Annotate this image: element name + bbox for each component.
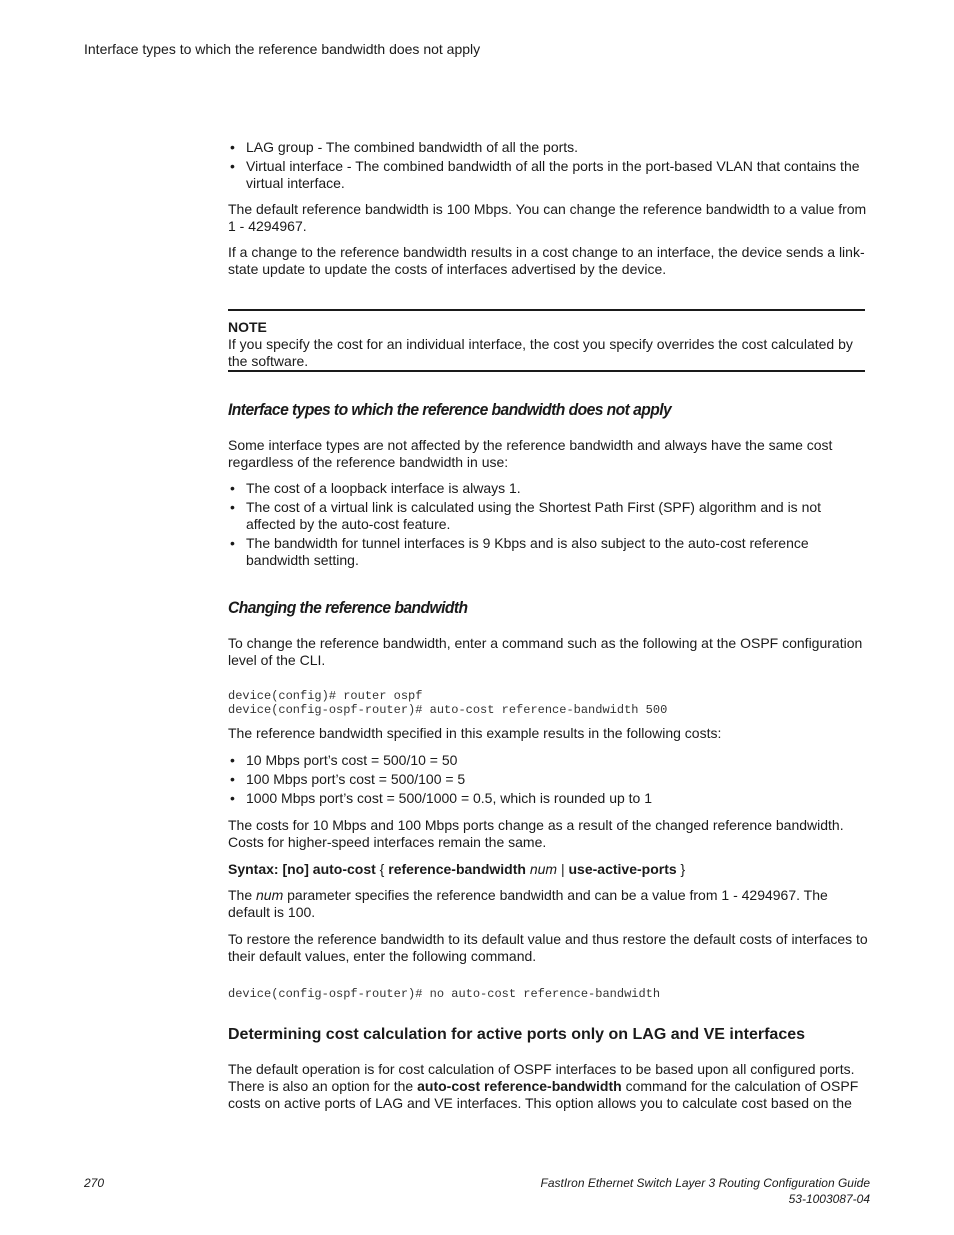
text-run: The: [228, 887, 257, 903]
list-item: • LAG group - The combined bandwidth of all the ports.: [228, 139, 868, 156]
section-heading-active-ports: Determining cost calculation for active ports only on LAG and VE interfaces: [228, 1026, 806, 1043]
paragraph-costs-change: The costs for 10 Mbps and 100 Mbps ports change as a result of the changed reference bandwidth. Costs for higher-speed interfaces remain the same.: [228, 817, 844, 850]
intro-bullet-list: [228, 139, 868, 192]
paragraph-result-intro: The reference bandwidth specified in this example results in the following costs:: [228, 725, 722, 741]
command-name: auto-cost reference-bandwidth: [417, 1078, 622, 1094]
section-heading-changing: Changing the reference bandwidth: [228, 598, 468, 617]
code-line: device(config-ospf-router)# auto-cost reference-bandwidth 500: [228, 703, 668, 717]
paragraph-restore: To restore the reference bandwidth to its default value and thus restore the default costs of interfaces to their default values, enter the following command.: [228, 931, 868, 964]
list-item: • 10 Mbps port’s cost = 500/10 = 50: [228, 752, 868, 769]
list-item: • The cost of a loopback interface is always 1.: [228, 480, 868, 497]
code-line: device(config)# router ospf: [228, 689, 423, 703]
note-bottom-rule: [228, 370, 865, 372]
syntax-line: [228, 861, 868, 878]
list-item: • 1000 Mbps port’s cost = 500/1000 = 0.5, which is rounded up to 1: [228, 790, 868, 807]
list-item: • 100 Mbps port’s cost = 500/100 = 5: [228, 771, 868, 788]
syntax-keyword: reference-bandwidth: [388, 861, 526, 877]
note-text: If you specify the cost for an individual interface, the cost you specify overrides the cost calculated by the software.: [228, 336, 853, 369]
syntax-pipe: |: [557, 861, 569, 877]
paragraph-default-bandwidth: The default reference bandwidth is 100 Mbps. You can change the reference bandwidth to a value from 1 - 4294967.: [228, 201, 867, 234]
note-top-rule: [228, 309, 865, 311]
syntax-param: num: [529, 861, 558, 877]
param-name: num: [256, 887, 284, 903]
code-line: device(config-ospf-router)# no auto-cost reference-bandwidth: [228, 987, 661, 1001]
list-item: • The cost of a virtual link is calculated using the Shortest Path First (SPF) algorithm and is not affected by the auto-cost feature.: [228, 499, 868, 533]
syntax-keyword: use-active-ports: [568, 861, 677, 877]
list-item: • The bandwidth for tunnel interfaces is 9 Kbps and is also subject to the auto-cost reference bandwidth setting.: [228, 535, 868, 569]
text-run: command for the calculation of OSPF costs on active ports of LAG and VE interfaces. This option allows you to calculate cost based on the: [228, 1078, 859, 1111]
paragraph-cost-change: If a change to the reference bandwidth results in a cost change to an interface, the device sends a link-state update to update the costs of interfaces advertised by the device.: [228, 244, 865, 277]
paragraph-change-intro: To change the reference bandwidth, enter a command such as the following at the OSPF configuration level of the CLI.: [228, 635, 863, 668]
cost-bullet-list: [228, 752, 868, 807]
paragraph-active-ports: [228, 1061, 868, 1112]
paragraph-not-affected: Some interface types are not affected by the reference bandwidth and always have the same cost regardless of the reference bandwidth in use:: [228, 437, 833, 470]
footer-doc-number: 53-1003087-04: [788, 1192, 870, 1206]
syntax-lead: Syntax: [no] auto-cost: [228, 861, 376, 877]
syntax-brace-open: {: [375, 861, 389, 877]
syntax-brace-close: }: [676, 861, 686, 877]
section-heading-not-apply: Interface types to which the reference bandwidth does not apply: [228, 400, 672, 419]
text-run: The default operation is for cost calculation of OSPF interfaces to be based upon all configured ports. There is also an option for the: [228, 1061, 859, 1094]
note-label: NOTE: [228, 319, 267, 335]
page-number: 270: [84, 1176, 105, 1190]
not-apply-bullet-list: [228, 480, 868, 569]
paragraph-num-param: [228, 887, 868, 921]
text-run: parameter specifies the reference bandwidth and can be a value from 1 - 4294967. The default is 100.: [228, 887, 828, 920]
list-item: • Virtual interface - The combined bandwidth of all the ports in the port-based VLAN that contains the virtual interface.: [228, 158, 868, 192]
footer-guide-title: FastIron Ethernet Switch Layer 3 Routing Configuration Guide: [540, 1176, 870, 1190]
running-head: Interface types to which the reference bandwidth does not apply: [84, 41, 481, 57]
